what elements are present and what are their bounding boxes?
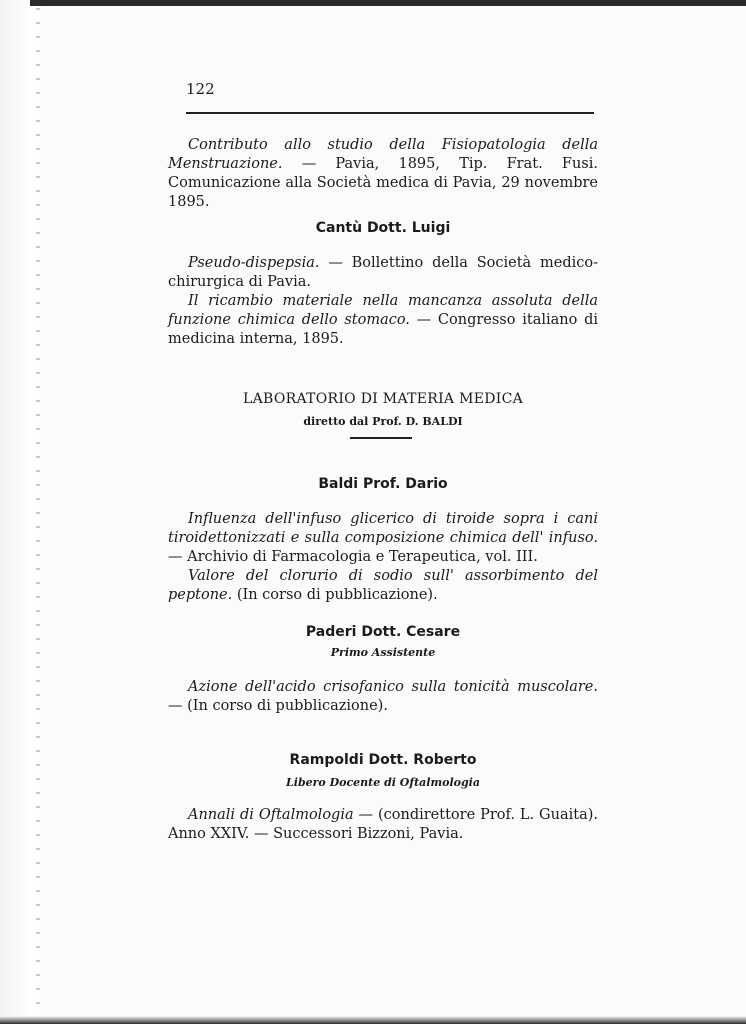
page-gutter bbox=[0, 0, 52, 1024]
author-works bbox=[168, 510, 598, 605]
author-heading: Rampoldi Dott. Roberto bbox=[289, 752, 477, 768]
work-details: — (condirettore Prof. L. Guaita). Anno XXIV. — Successori Bizzoni, Pavia. bbox=[168, 807, 598, 842]
work-details: — Archivio di Farmacologia e Terapeutica, vol. III. bbox=[168, 549, 538, 565]
work-title: Il ricambio materiale nella mancanza assoluta della funzione chimica dello stomaco. bbox=[168, 293, 598, 328]
work-details: — Congresso italiano di medicina interna, 1895. bbox=[168, 312, 598, 347]
work-details: — Pavia, 1895, Tip. Frat. Fusi. Comunicazione alla Società medica di Pavia, 29 novembre 1895. bbox=[168, 156, 598, 210]
author-works bbox=[168, 806, 598, 844]
binding-marks bbox=[36, 8, 40, 1008]
laboratory-subtitle: diretto dal Prof. D. BALDI bbox=[303, 415, 463, 428]
scan-top-edge bbox=[30, 0, 746, 6]
work-title: Contributo allo studio della Fisiopatologia della Menstruazione. bbox=[168, 137, 598, 172]
work-title: Pseudo-dispepsia. bbox=[188, 255, 320, 271]
section-rule bbox=[350, 437, 412, 439]
author-works bbox=[168, 678, 598, 716]
author-heading: Cantù Dott. Luigi bbox=[315, 220, 451, 236]
entry-continuation bbox=[168, 136, 598, 212]
work-details: — (In corso di pubblicazione). bbox=[168, 698, 388, 714]
work-details: — Bollettino della Società medico-chirurgica di Pavia. bbox=[168, 255, 598, 290]
work-title: Annali di Oftalmologia bbox=[188, 807, 354, 823]
author-heading: Baldi Prof. Dario bbox=[318, 476, 448, 492]
laboratory-title: LABORATORIO DI MATERIA MEDICA bbox=[242, 391, 524, 407]
author-works bbox=[168, 254, 598, 349]
work-details: (In corso di pubblicazione). bbox=[232, 587, 438, 603]
scan-bottom-edge bbox=[0, 1016, 746, 1024]
author-heading: Paderi Dott. Cesare bbox=[305, 624, 461, 640]
work-title: Valore del clorurio di sodio sull' assorbimento del peptone. bbox=[168, 568, 598, 603]
author-role: Libero Docente di Oftalmologia bbox=[286, 776, 480, 789]
header-rule bbox=[186, 112, 594, 114]
author-role: Primo Assistente bbox=[330, 646, 436, 659]
work-title: Azione dell'acido crisofanico sulla tonicità muscolare. bbox=[188, 679, 598, 695]
page-number: 122 bbox=[186, 80, 215, 98]
work-title: Influenza dell'infuso glicerico di tiroide sopra i cani tiroidettonizzati e sulla composizione chimica dell' infuso. bbox=[168, 511, 598, 546]
